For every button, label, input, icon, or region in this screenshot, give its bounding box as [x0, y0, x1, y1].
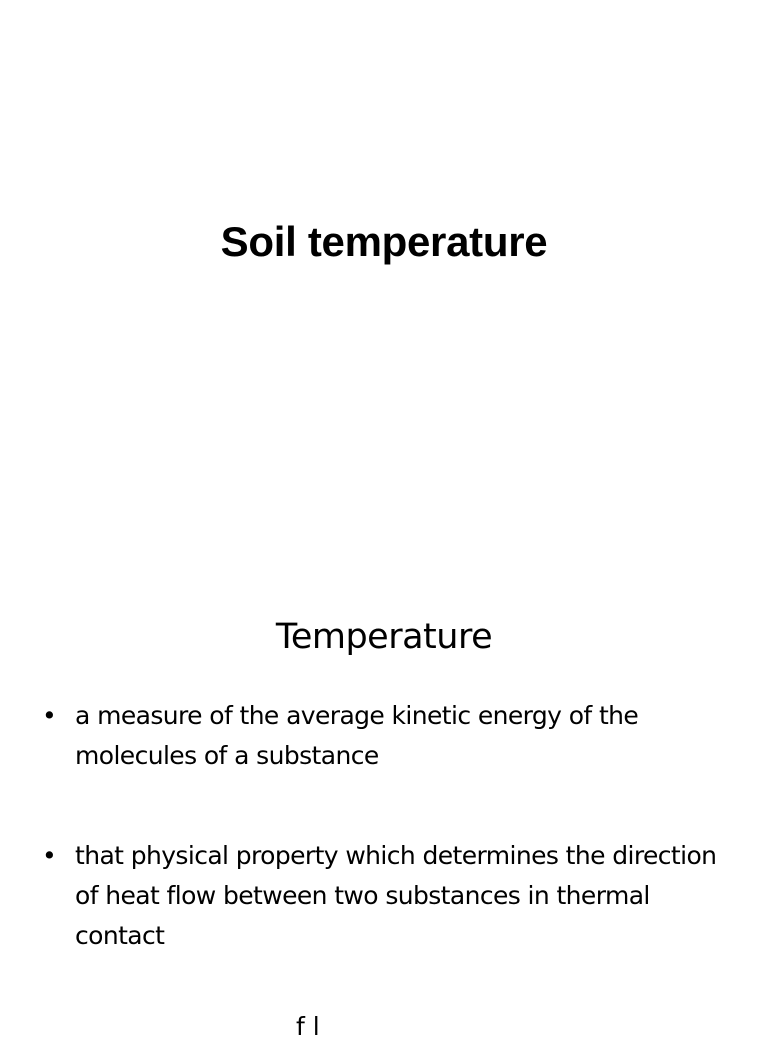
content-slide [0, 576, 768, 1024]
bullet-marker: • [42, 841, 57, 870]
slide-title: Soil temperature [220, 218, 548, 265]
bullet-marker: • [42, 701, 57, 730]
bullet-item [42, 836, 732, 956]
bullet-text: that physical property which determines the direction of heat flow between two substances in thermal contact [75, 841, 717, 950]
bullet-list [42, 696, 732, 1016]
bullet-text: a measure of the average kinetic energy of the molecules of a substance [75, 701, 639, 770]
bullet-item [42, 696, 732, 776]
next-slide-partial-text: f l [296, 1012, 320, 1041]
slide-heading: Temperature [275, 617, 493, 657]
